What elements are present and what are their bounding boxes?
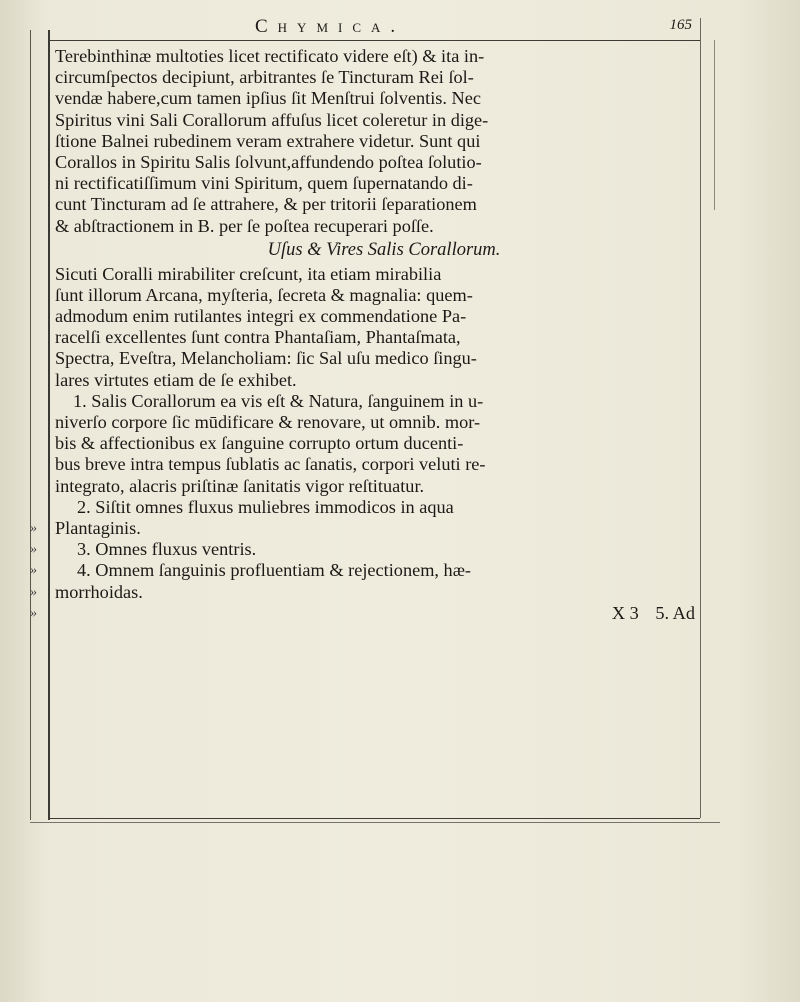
text-line: niverſo corpore ſic mūdificare & renovare, ut omnib. mor- (55, 412, 481, 432)
text-line: bus breve intra tempus ſublatis ac ſanatis, corpori veluti re- (55, 454, 486, 475)
catchline (55, 603, 703, 624)
text-line: 4. Omnem ſanguinis profluentiam & rejectionem, hæ- (77, 560, 471, 581)
catchword: 5. Ad (655, 602, 695, 623)
text-line: admodum enim rutilantes integri ex commendatione Pa- (55, 306, 467, 327)
numbered-item-2 (55, 497, 703, 539)
text-line: bis & affectionibus ex ſanguine corrupto ortum ducenti- (55, 433, 464, 454)
text-line: cunt Tincturam ad ſe attrahere, & per tritorii ſeparationem (55, 194, 477, 215)
text-line: 2. Siſtit omnes fluxus muliebres immodicos in aqua (77, 496, 454, 517)
margin-quote-marks (30, 518, 50, 624)
paragraph-sicuti (55, 264, 703, 391)
numbered-item-4 (55, 560, 703, 602)
numbered-item-1 (55, 391, 703, 497)
text-line: & abſtractionem in B. per ſe poſtea recuperari poſſe. (55, 215, 434, 236)
text-line: morrhoidas. (55, 581, 143, 602)
text-line: integrato, alacris priſtinæ ſanitatis vigor reſtituatur. (55, 475, 425, 496)
text-line: lares virtutes etiam de ſe exhibet. (55, 369, 297, 390)
page-body (55, 46, 703, 624)
frame-line-left-outer (30, 30, 31, 820)
text-line: Spiritus vini Sali Corallorum affuſus licet coleretur in dige- (55, 109, 489, 130)
margin-mark: » (30, 563, 37, 579)
header-rule (48, 40, 700, 41)
text-line: ſtione Balnei rubedinem veram extrahere videtur. Sunt qui (55, 130, 481, 151)
page-header (50, 14, 700, 40)
text-line: 3. Omnes fluxus ventris. (77, 539, 257, 560)
footer-rule (48, 818, 700, 819)
text-line: 1. Salis Corallorum ea vis eſt & Natura, ſanguinem in u- (73, 390, 484, 411)
page-number: 165 (669, 17, 692, 33)
text-line: Terebinthinæ multoties licet rectificato videre eſt) & ita in- (55, 46, 485, 66)
frame-line-left-inner (48, 30, 50, 820)
text-line: ni rectificatiſſimum vini Spiritum, quem ſupernatando di- (55, 173, 473, 194)
margin-mark: » (30, 542, 37, 558)
running-title: Chymica. (255, 16, 406, 37)
margin-mark: » (30, 521, 37, 536)
footer-rule-outer (30, 822, 720, 823)
frame-line-right-outer (714, 40, 715, 210)
text-line: Corallos in Spiritu Salis ſolvunt,affundendo poſtea ſolutio- (55, 151, 482, 172)
text-line: Spectra, Eveſtra, Melancholiam: ſic Sal uſu medico ſingu- (55, 348, 477, 369)
text-line: Plantaginis. (55, 517, 141, 538)
signature-mark: X 3 (611, 602, 639, 623)
text-line: circumſpectos decipiunt, arbitrantes ſe Tincturam Rei ſol- (55, 67, 474, 88)
text-line: vendæ habere,cum tamen ipſius ſit Menſtrui ſolventis. Nec (55, 88, 481, 109)
text-line: racelſi excellentes ſunt contra Phantaſiam, Phantaſmata, (55, 327, 461, 348)
text-line: ſunt illorum Arcana, myſteria, ſecreta & magnalia: quem- (55, 284, 473, 305)
margin-mark: » (30, 605, 37, 621)
margin-mark: » (30, 584, 37, 600)
paragraph-intro (55, 46, 703, 237)
numbered-item-3 (55, 539, 703, 560)
section-heading: Uſus & Vires Salis Corallorum. (267, 239, 501, 260)
text-line: Sicuti Coralli mirabiliter creſcunt, ita etiam mirabilia (55, 263, 442, 284)
